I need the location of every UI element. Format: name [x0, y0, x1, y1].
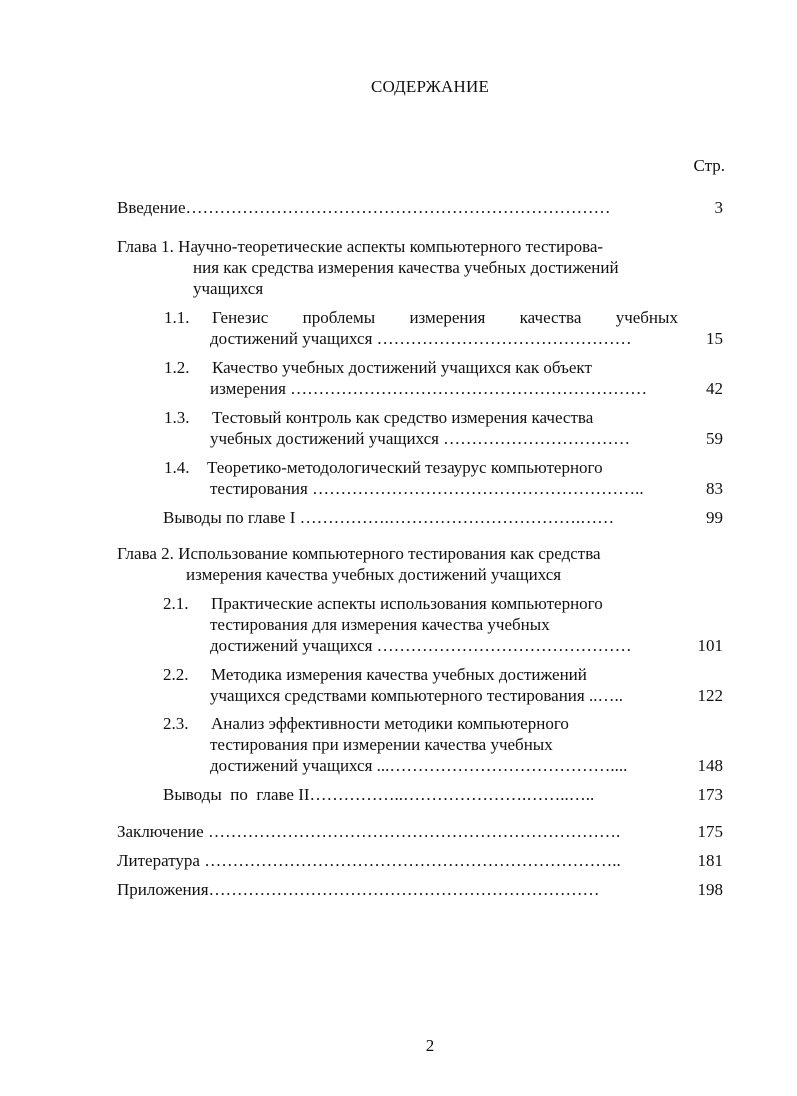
- chapter2-conclusion[interactable]: Выводы по главе II……………..………………….……..…..: [163, 785, 595, 804]
- section-number: 2.3.: [163, 714, 189, 733]
- section-2-3-line3: достижений учащихся ...…………………………………....: [210, 756, 628, 775]
- toc-entry-label: Литература: [117, 851, 200, 870]
- toc-page-number: 198: [697, 880, 723, 899]
- toc-page-number: 59: [706, 429, 723, 448]
- toc-page-number: 99: [706, 508, 723, 527]
- section-1-1-line2: достижений учащихся ………………………………………: [210, 329, 632, 348]
- toc-entry-intro[interactable]: [117, 197, 611, 219]
- chapter1-title-line1[interactable]: Глава 1. Научно-теоретические аспекты компьютерного тестирова-: [117, 237, 604, 256]
- section-2-1-line1[interactable]: Практические аспекты использования компьютерного: [211, 594, 603, 613]
- section-1-2-line2: измерения ………………………………………………………: [210, 379, 648, 398]
- section-number: 1.4.: [164, 458, 190, 477]
- chapter1-conclusion[interactable]: Выводы по главе I …………….…………………………….……: [163, 508, 615, 527]
- toc-page-number: 122: [697, 686, 723, 705]
- section-1-4-line1[interactable]: Теоретико-методологический тезаурус компьютерного: [207, 458, 603, 477]
- section-2-2-line1[interactable]: Методика измерения качества учебных достижений: [211, 665, 587, 684]
- toc-page-number: 101: [697, 636, 723, 655]
- page-number: 2: [425, 1036, 435, 1055]
- word: Генезис: [212, 308, 269, 327]
- section-number: 2.2.: [163, 665, 189, 684]
- toc-leader-dots: ……………………………………………………………: [208, 880, 600, 899]
- toc-page-number: 3: [714, 198, 723, 217]
- section-2-1-line2: тестирования для измерения качества учебных: [210, 615, 550, 634]
- section-2-1-line3: достижений учащихся ………………………………………: [210, 636, 632, 655]
- toc-page-number: 181: [697, 851, 723, 870]
- section-1-3-line1[interactable]: Тестовый контроль как средство измерения качества: [212, 408, 594, 427]
- toc-page-number: 42: [706, 379, 723, 398]
- section-1-1-line1[interactable]: [212, 307, 678, 329]
- page-title: СОДЕРЖАНИЕ: [370, 77, 490, 96]
- toc-entry-literature[interactable]: [117, 850, 621, 872]
- toc-page-number: 173: [697, 785, 723, 804]
- chapter2-title-line1[interactable]: Глава 2. Использование компьютерного тестирования как средства: [117, 544, 601, 563]
- section-number: 1.3.: [164, 408, 190, 427]
- toc-entry-label: Приложения: [117, 880, 209, 899]
- section-1-3-line2: учебных достижений учащихся ……………………………: [210, 429, 631, 448]
- toc-entry-conclusion[interactable]: [117, 821, 620, 843]
- toc-entry-appendix[interactable]: [117, 879, 600, 901]
- toc-leader-dots: ………………………………………………………………..: [204, 851, 621, 870]
- toc-page-number: 175: [697, 822, 723, 841]
- chapter1-title-line2: ния как средства измерения качества учебных достижений: [193, 258, 619, 277]
- section-1-4-line2: тестирования …………………………………………………..: [210, 479, 644, 498]
- word: качества: [519, 308, 582, 327]
- toc-entry-label: Введение: [117, 198, 186, 217]
- toc-page-number: 148: [697, 756, 723, 775]
- toc-page-number: 83: [706, 479, 723, 498]
- chapter2-title-line2: измерения качества учебных достижений учащихся: [186, 565, 562, 584]
- section-number: 1.1.: [164, 308, 190, 327]
- toc-entry-label: Заключение: [117, 822, 204, 841]
- word: учебных: [615, 308, 678, 327]
- word: измерения: [409, 308, 486, 327]
- toc-page-number: 15: [706, 329, 723, 348]
- section-1-2-line1[interactable]: Качество учебных достижений учащихся как объект: [212, 358, 592, 377]
- toc-leader-dots: …………………………………………………………………: [185, 198, 611, 217]
- word: проблемы: [302, 308, 376, 327]
- section-2-3-line1[interactable]: Анализ эффективности методики компьютерного: [211, 714, 569, 733]
- page-column-header: Стр.: [693, 156, 725, 175]
- section-2-2-line2: учащихся средствами компьютерного тестирования ..…..: [210, 686, 623, 705]
- section-number: 2.1.: [163, 594, 189, 613]
- section-2-3-line2: тестирования при измерении качества учебных: [210, 735, 553, 754]
- section-number: 1.2.: [164, 358, 190, 377]
- toc-leader-dots: ……………………………………………………………….: [207, 822, 621, 841]
- chapter1-title-line3: учащихся: [193, 279, 264, 298]
